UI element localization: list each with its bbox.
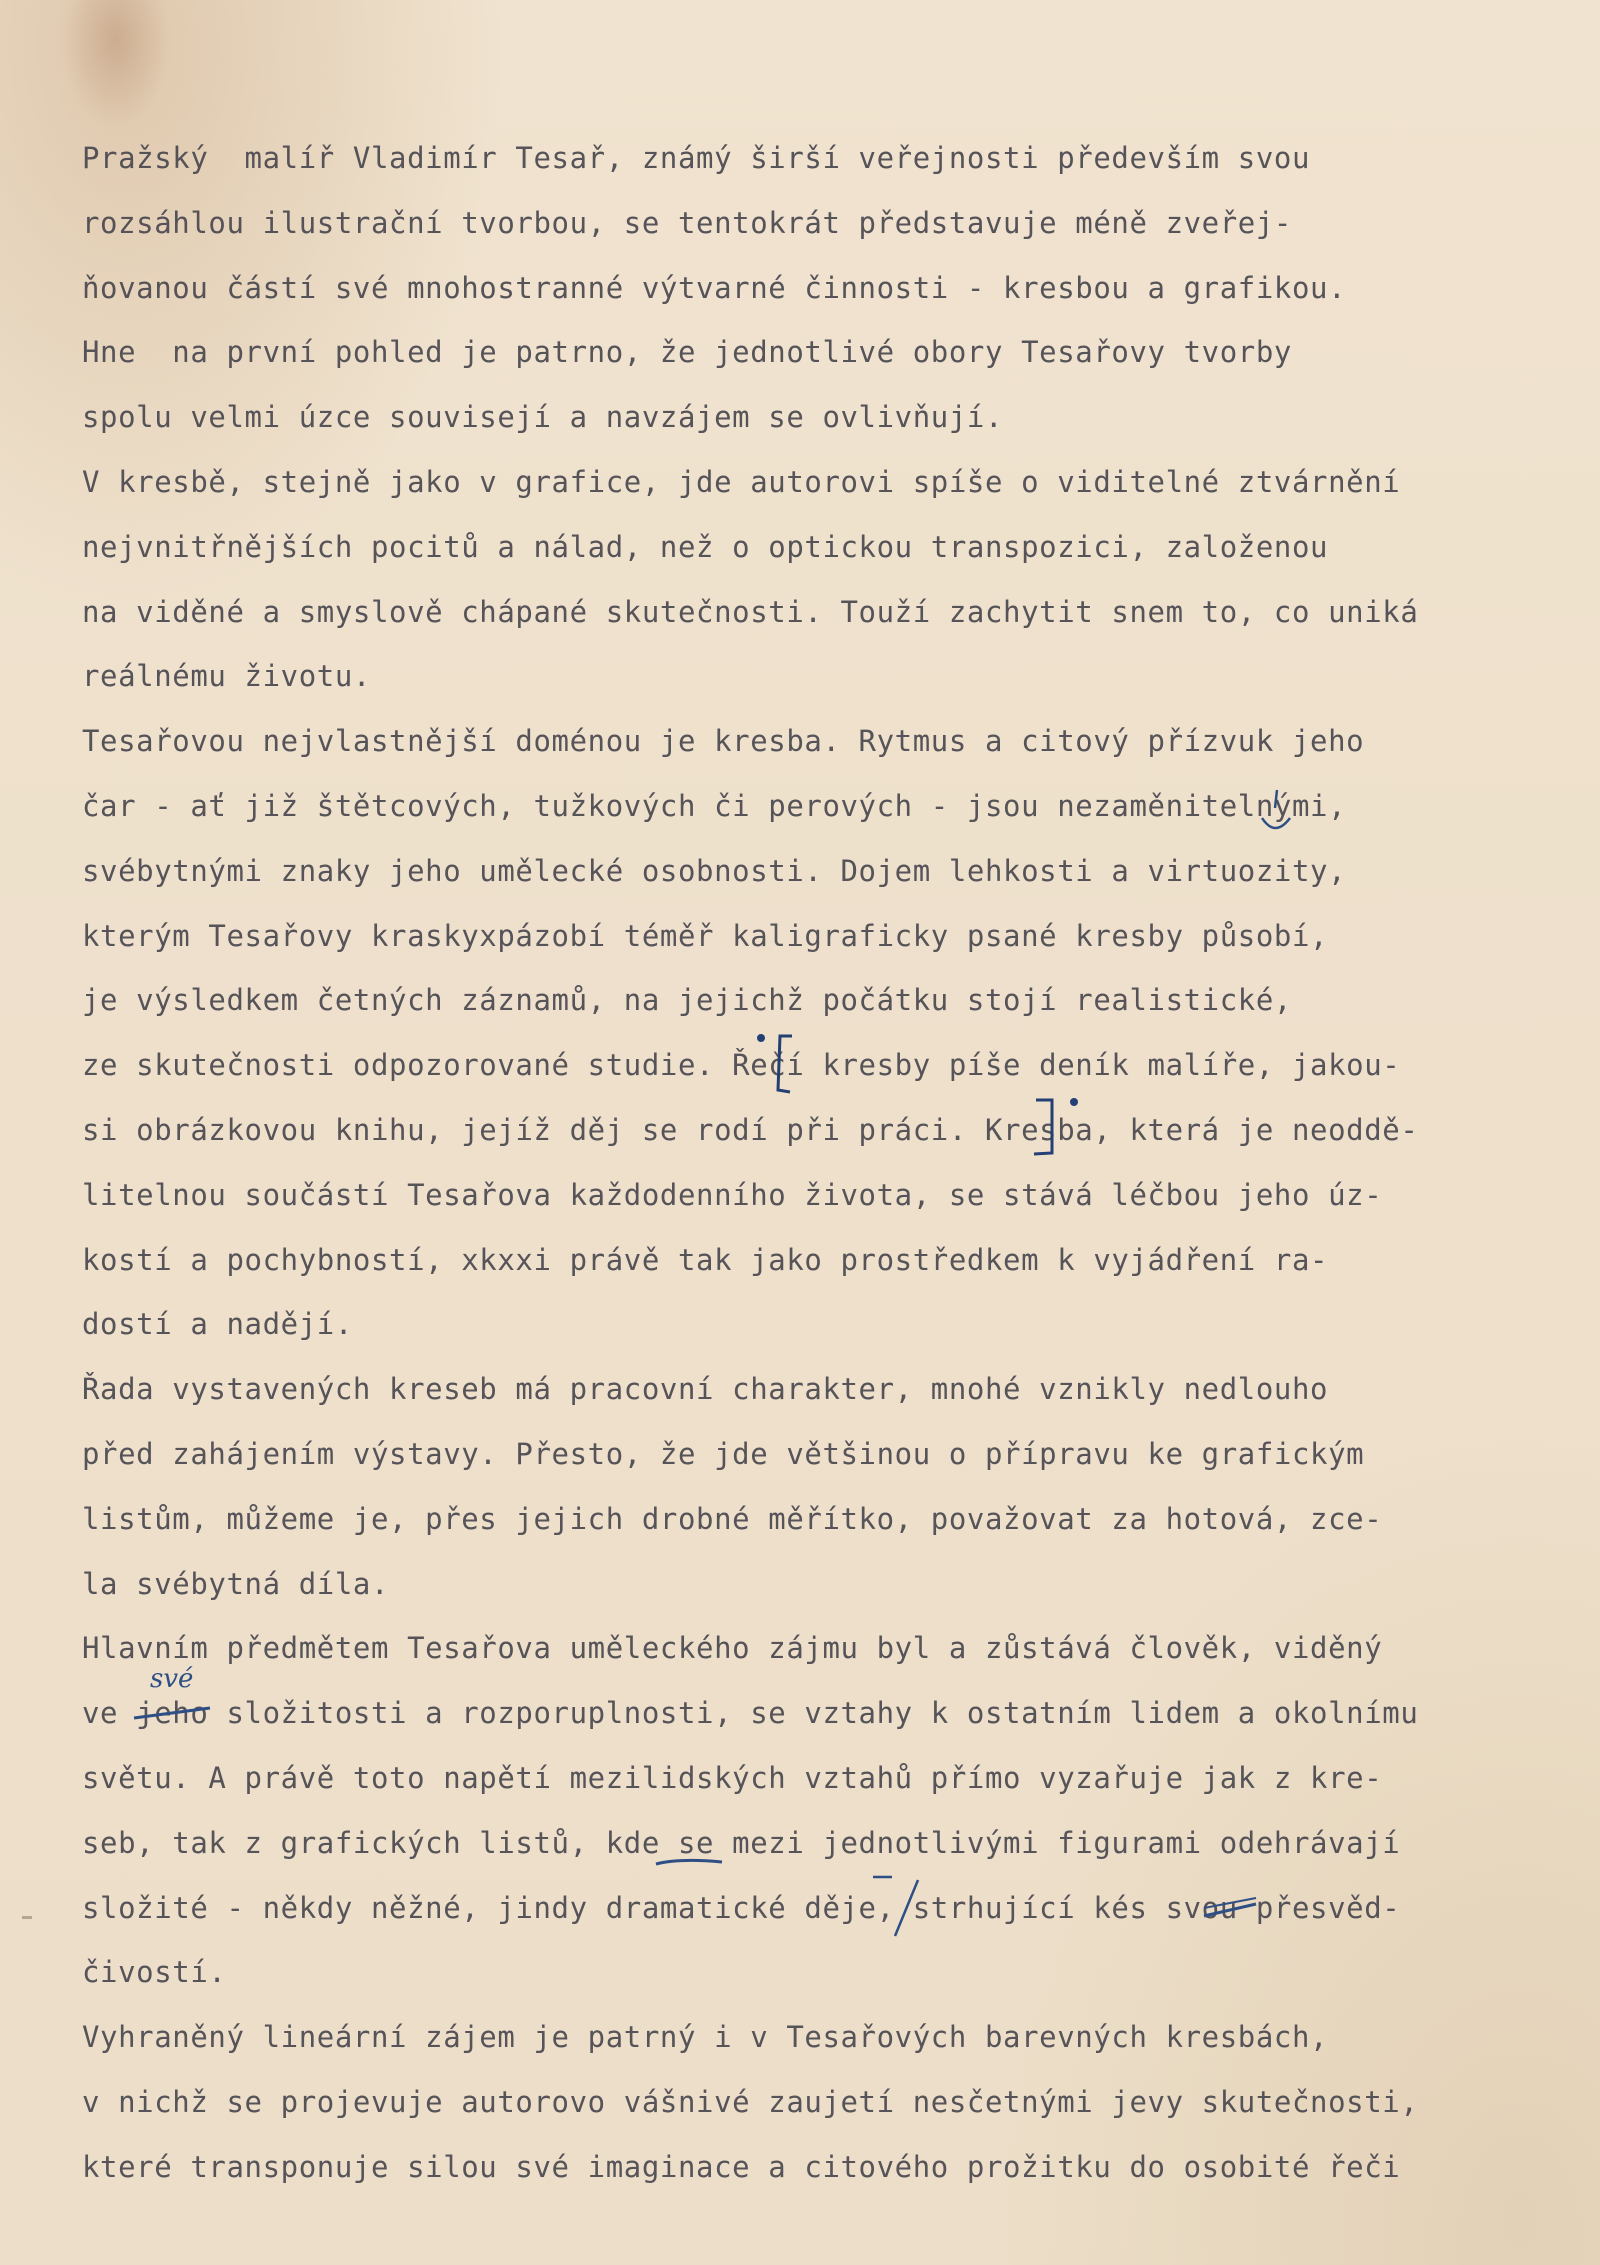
text-line: světu. A právě toto napětí mezilidských vztahů přímo vyzařuje jak z kre- bbox=[82, 1760, 1383, 1795]
correction-mark bbox=[1262, 790, 1290, 828]
bracket-dot bbox=[1070, 1098, 1078, 1106]
text-line: Pražský malíř Vladimír Tesař, známý širší veřejnosti především svou bbox=[82, 141, 1311, 175]
text-line: čar - ať již štětcových, tužkových či perových - jsou nezaměnitelnými, bbox=[82, 788, 1347, 823]
text-line: Vyhraněný lineární zájem je patrný i v Tesařových barevných kresbách, bbox=[82, 2020, 1329, 2055]
text-line: které transponuje silou své imaginace a citového prožitku do osobité řeči bbox=[82, 2149, 1401, 2184]
text-line: v nichž se projevuje autorovo vášnivé zaujetí nesčetnými jevy skutečnosti, bbox=[82, 2084, 1419, 2119]
text-line: rozsáhlou ilustrační tvorbou, se tentokrát představuje méně zveřej- bbox=[82, 205, 1292, 240]
text-line: ze skutečnosti odpozorované studie. Řečí kresby píše deník malíře, jakou- bbox=[82, 1048, 1401, 1083]
text-line: na viděné a smyslově chápané skutečnosti. Touží zachytit snem to, co uniká bbox=[82, 594, 1419, 629]
text-line: la svébytná díla. bbox=[82, 1566, 390, 1601]
text-line: nejvnitřnějších pocitů a nálad, než o optickou transpozici, založenou bbox=[82, 529, 1329, 564]
text-line: kterým Tesařovy kraskyxpázobí téměř kaligraficky psané kresby působí, bbox=[82, 918, 1329, 953]
text-line: svébytnými znaky jeho umělecké osobnosti. Dojem lehkosti a virtuozity, bbox=[82, 853, 1347, 888]
text-line: před zahájením výstavy. Přesto, že jde většinou o přípravu ke grafickým bbox=[82, 1436, 1365, 1471]
text-line: reálnému životu. bbox=[82, 659, 371, 694]
text-line: seb, tak z grafických listů, kde se mezi jednotlivými figurami odehrávají bbox=[82, 1825, 1401, 1860]
text-line: kostí a pochybností, xkxxi právě tak jako prostředkem k vyjádření ra- bbox=[82, 1242, 1329, 1277]
text-line: je výsledkem četných záznamů, na jejichž počátku stojí realistické, bbox=[82, 983, 1292, 1018]
text-line: si obrázkovou knihu, jejíž děj se rodí při práci. Kresba, která je neoddě- bbox=[82, 1112, 1419, 1147]
bracket-dot bbox=[757, 1034, 765, 1042]
strikethrough-mark bbox=[134, 1708, 210, 1718]
text-line: V kresbě, stejně jako v grafice, jde autorovi spíše o viditelné ztvárnění bbox=[82, 464, 1401, 499]
open-bracket-mark bbox=[778, 1036, 792, 1092]
handwritten-insert: své bbox=[150, 1664, 194, 1694]
text-line: složité - někdy něžné, jindy dramatické děje, strhující kés svou přesvěd- bbox=[82, 1890, 1401, 1925]
underline-mark bbox=[656, 1860, 722, 1864]
text-line: dostí a nadějí. bbox=[82, 1307, 353, 1342]
text-line: ve jeho složitosti a rozporuplnosti, se vztahy k ostatním lidem a okolnímu bbox=[82, 1696, 1419, 1731]
text-line: spolu velmi úzce souvisejí a navzájem se ovlivňují. bbox=[82, 400, 1004, 435]
text-line: Tesařovou nejvlastnější doménou je kresba. Rytmus a citový přízvuk jeho bbox=[82, 724, 1365, 759]
text-line: Hne na první pohled je patrno, že jednotlivé obory Tesařovy tvorby bbox=[82, 335, 1292, 370]
insertion-slash-mark bbox=[895, 1880, 918, 1936]
close-bracket-mark bbox=[1034, 1100, 1052, 1154]
text-line: Řada vystavených kreseb má pracovní charakter, mnohé vznikly nedlouho bbox=[82, 1372, 1329, 1407]
text-line: Hlavním předmětem Tesařova uměleckého zájmu byl a zůstává člověk, viděný bbox=[82, 1631, 1383, 1666]
text-line: čivostí. bbox=[82, 1955, 227, 1990]
text-line: ňovanou částí své mnohostranné výtvarné činnosti - kresbou a grafikou. bbox=[82, 270, 1347, 305]
text-line: litelnou součástí Tesařova každodenního života, se stává léčbou jeho úz- bbox=[82, 1177, 1383, 1212]
text-line: listům, můžeme je, přes jejich drobné měřítko, považovat za hotová, zce- bbox=[82, 1501, 1383, 1536]
